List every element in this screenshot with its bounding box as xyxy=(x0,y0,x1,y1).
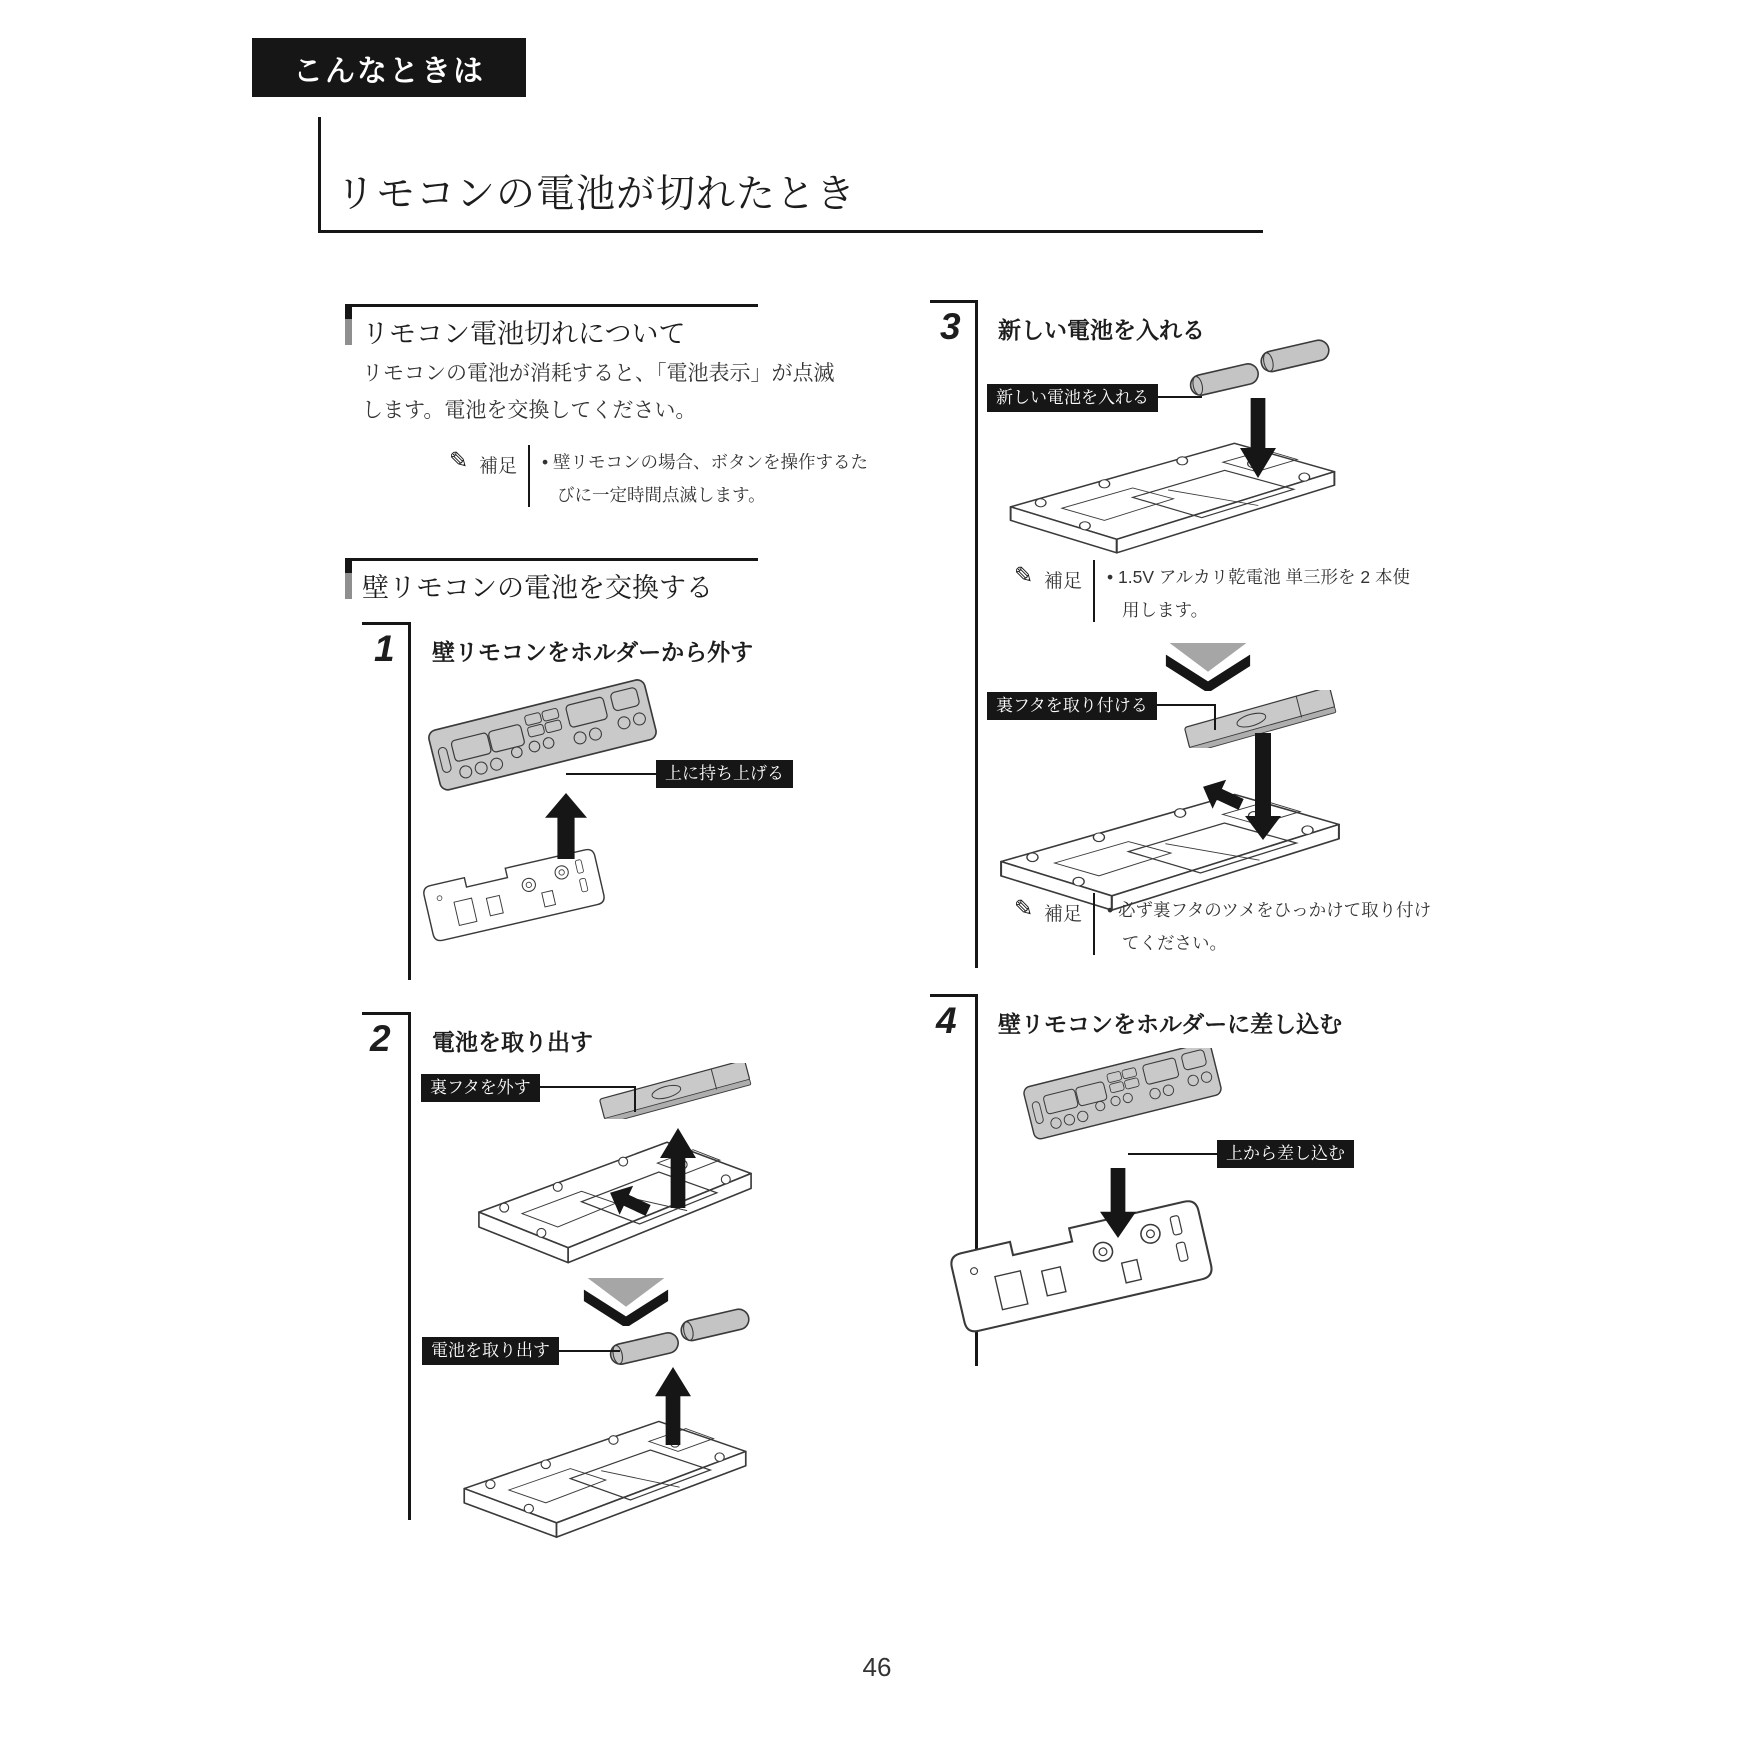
pencil-icon: ✎ xyxy=(449,447,469,473)
illustration-insert-remote xyxy=(925,1048,1290,1368)
page-section-badge: こんなときは xyxy=(252,38,526,97)
section1-heading: リモコン電池切れについて xyxy=(362,319,686,349)
step3-heading: 新しい電池を入れる xyxy=(998,317,1205,343)
section1-body-line1: リモコンの電池が消耗すると、「電池表示」が点滅 xyxy=(362,362,835,385)
step2-heading: 電池を取り出す xyxy=(432,1029,593,1055)
callout-lift-up: 上に持ち上げる xyxy=(656,760,793,788)
step3-number: 3 xyxy=(940,306,961,347)
callout-leader-line xyxy=(1128,1153,1218,1155)
note-divider xyxy=(1093,893,1095,955)
note-text-line2: てください。 xyxy=(1122,933,1227,953)
title-underline xyxy=(318,230,1263,233)
note-divider xyxy=(1093,560,1095,622)
note-divider xyxy=(528,445,530,507)
step4-number: 4 xyxy=(936,1000,957,1041)
section2-left-bar xyxy=(345,561,352,599)
step1-number: 1 xyxy=(374,628,395,669)
step1-top-rule xyxy=(362,622,410,625)
pencil-icon: ✎ xyxy=(1014,562,1034,588)
callout-leader-line xyxy=(554,1350,620,1352)
next-chevron xyxy=(1165,643,1251,691)
title-left-rule xyxy=(318,117,321,233)
section1-top-rule xyxy=(345,304,758,307)
step1-heading: 壁リモコンをホルダーから外す xyxy=(432,639,754,665)
callout-insert-from-top: 上から差し込む xyxy=(1217,1140,1354,1168)
callout-leader-line xyxy=(634,1086,636,1112)
callout-insert-new-batteries: 新しい電池を入れる xyxy=(987,384,1158,412)
callout-leader-line xyxy=(566,773,658,775)
callout-take-out-batteries: 電池を取り出す xyxy=(422,1337,559,1365)
pencil-icon: ✎ xyxy=(1014,895,1034,921)
callout-remove-back-cover: 裏フタを外す xyxy=(421,1074,540,1102)
section2-heading: 壁リモコンの電池を交換する xyxy=(362,573,713,603)
note-label: 補足 xyxy=(479,456,518,477)
step2-top-rule xyxy=(362,1012,410,1015)
note-text-line1: • 壁リモコンの場合、ボタンを操作するた xyxy=(542,452,868,472)
note-text-line2: 用します。 xyxy=(1122,600,1209,620)
illustration-insert-batteries xyxy=(955,328,1355,568)
step2-vertical-rule xyxy=(408,1012,411,1520)
callout-leader-line xyxy=(536,1086,636,1088)
note-text-line2: びに一定時間点滅します。 xyxy=(557,485,766,505)
illustration-remove-remote xyxy=(408,658,803,983)
callout-leader-line xyxy=(1214,704,1216,730)
note-label: 補足 xyxy=(1044,571,1083,592)
step4-top-rule xyxy=(930,994,977,997)
callout-attach-back-cover: 裏フタを取り付ける xyxy=(987,692,1157,720)
note-text-line1: • 1.5V アルカリ乾電池 単三形を 2 本使 xyxy=(1107,567,1410,587)
note-text-line1: • 必ず裏フタのツメをひっかけて取り付け xyxy=(1107,900,1432,920)
step4-heading: 壁リモコンをホルダーに差し込む xyxy=(998,1011,1343,1037)
note-label: 補足 xyxy=(1044,904,1083,925)
page-title: リモコンの電池が切れたとき xyxy=(336,173,857,216)
section1-body-line2: します。電池を交換してください。 xyxy=(362,399,697,422)
step2-number: 2 xyxy=(370,1018,391,1059)
page-number: 46 xyxy=(862,1652,892,1682)
step3-top-rule xyxy=(930,300,977,303)
section1-left-bar xyxy=(345,307,352,345)
section2-top-rule xyxy=(345,558,758,561)
